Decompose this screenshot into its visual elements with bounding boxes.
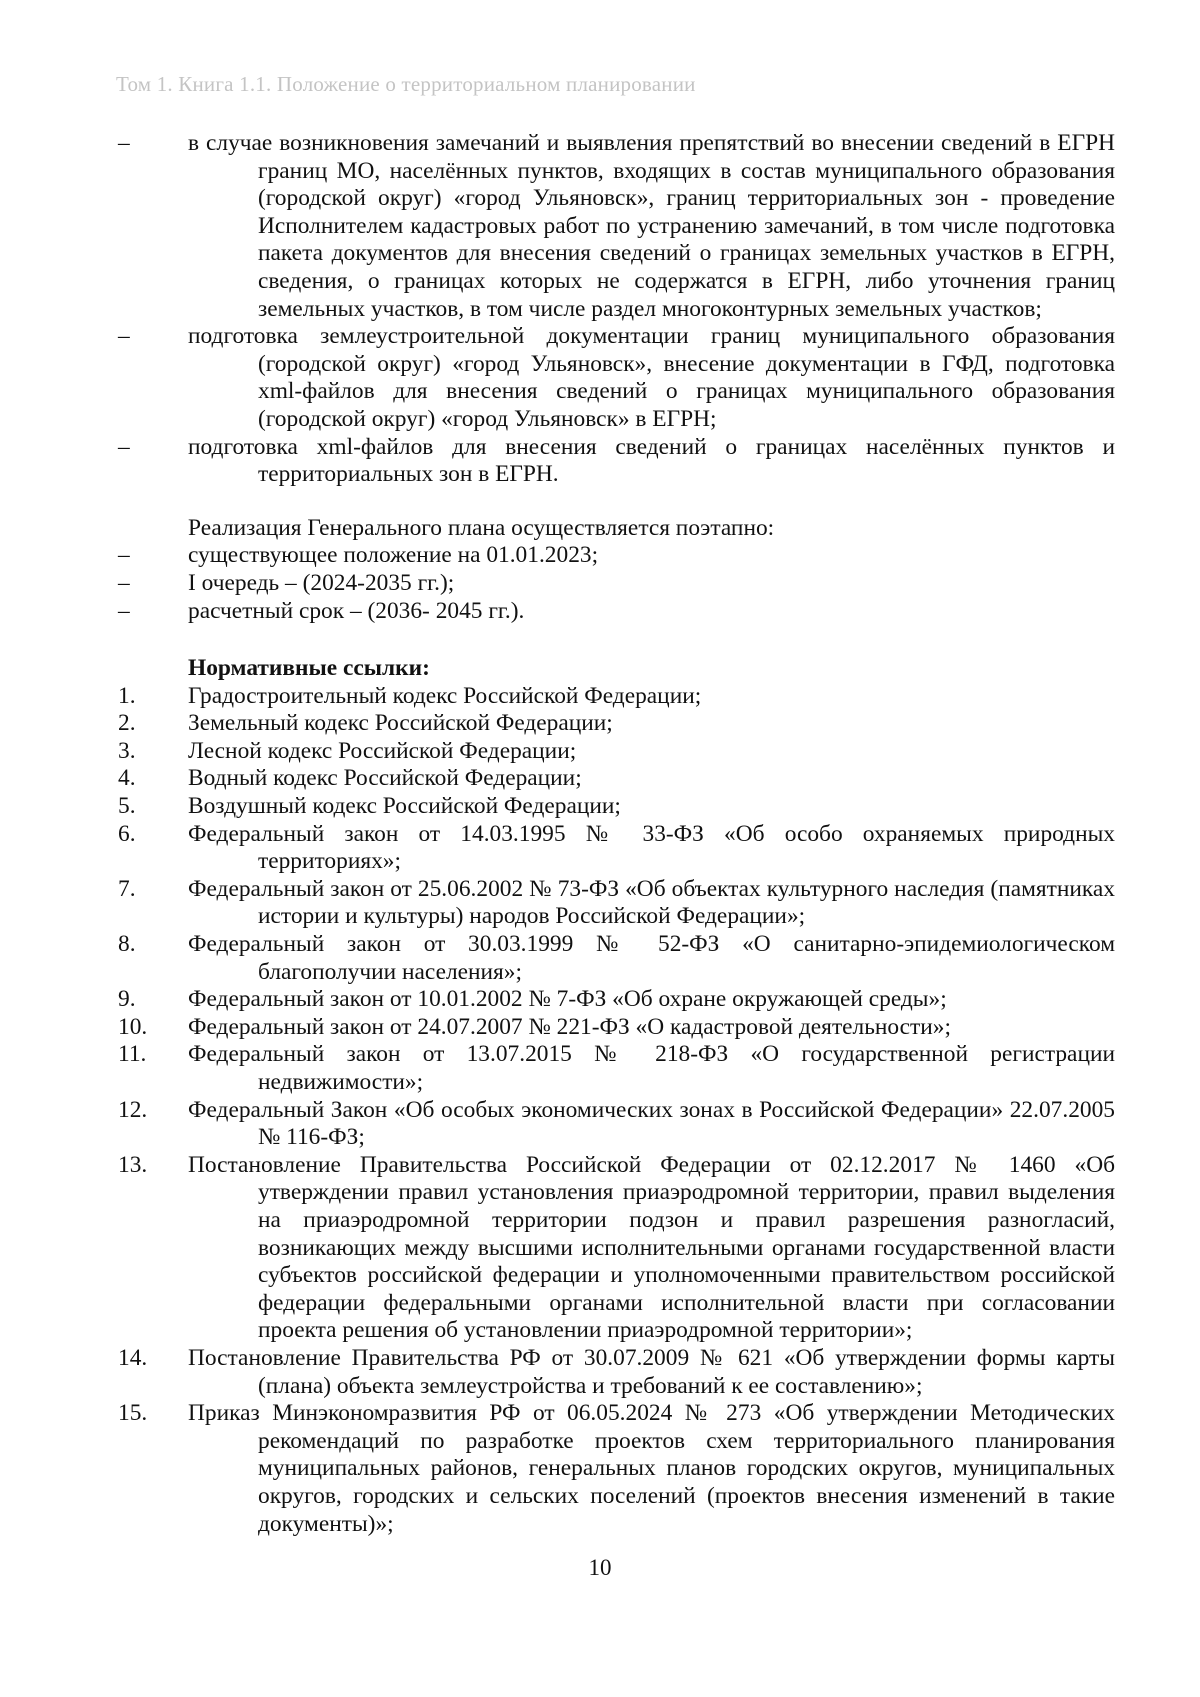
reference-item bbox=[118, 1345, 1115, 1400]
reference-item-marker: 11. bbox=[118, 1041, 147, 1068]
reference-item bbox=[118, 1041, 1115, 1096]
task-item bbox=[118, 434, 1115, 489]
reference-item bbox=[118, 710, 1115, 738]
stage-item-marker: – bbox=[118, 569, 130, 596]
stage-item-text: существующее положение на 01.01.2023; bbox=[188, 542, 599, 569]
reference-item-marker: 13. bbox=[118, 1151, 148, 1178]
reference-item-text: Федеральный закон от 13.07.2015 № 218-ФЗ «О государственной регистрации недвижимости»; bbox=[188, 1041, 1115, 1095]
page-header: Том 1. Книга 1.1. Положение о территориальном планировании bbox=[116, 72, 696, 96]
reference-item bbox=[118, 986, 1115, 1014]
reference-item bbox=[118, 683, 1115, 711]
reference-item-text: Федеральный закон от 30.03.1999 № 52-ФЗ «О санитарно-эпидемиологическом благополучии населения»; bbox=[188, 931, 1115, 985]
reference-item bbox=[118, 793, 1115, 821]
reference-item-marker: 7. bbox=[118, 875, 136, 902]
reference-item-marker: 2. bbox=[118, 710, 136, 737]
reference-item-text: Постановление Правительства РФ от 30.07.2009 № 621 «Об утверждении формы карты (плана) объекта землеустройства и требований к ее составлению»; bbox=[188, 1344, 1115, 1399]
stages-intro: Реализация Генерального плана осуществляется поэтапно: bbox=[188, 514, 775, 541]
task-item-text: в случае возникновения замечаний и выявления препятствий во внесении сведений в ЕГРН границ МО, населённых пунктов, входящих в состав муниципального образования (городской округ) «город Ульяновск», границ территориальных зон - проведение Исполнителем кадастровых работ по устранению замечаний, в том числе подготовка пакета документов для внесения сведений о границах земельных участков в ЕГРН, сведения, о границах которых не содержатся в ЕГРН, либо уточнения границ земельных участков, в том числе раздел многоконтурных земельных участков; bbox=[188, 130, 1115, 322]
reference-item bbox=[118, 876, 1115, 931]
reference-item-marker: 10. bbox=[118, 1013, 148, 1040]
reference-item-marker: 3. bbox=[118, 737, 136, 764]
reference-item bbox=[118, 1097, 1115, 1152]
reference-item-marker: 9. bbox=[118, 986, 136, 1013]
stage-item-text: расчетный срок – (2036- 2045 гг.). bbox=[188, 597, 525, 624]
reference-item-text: Градостроительный кодекс Российской Федерации; bbox=[188, 682, 702, 709]
reference-item-text: Федеральный закон от 14.03.1995 № 33-ФЗ «Об особо охраняемых природных территориях»; bbox=[188, 820, 1115, 875]
reference-item-marker: 8. bbox=[118, 931, 136, 958]
reference-item-marker: 5. bbox=[118, 793, 136, 820]
task-item-text: подготовка землеустроительной документации границ муниципального образования (городской округ) «город Ульяновск», внесение документации в ГФД, подготовка xml-файлов для внесения сведений о границах муниципального образования (городской округ) «город Ульяновск» в ЕГРН; bbox=[188, 323, 1115, 432]
stage-item-text: I очередь – (2024-2035 гг.); bbox=[188, 569, 455, 596]
task-item-marker: – bbox=[118, 433, 130, 460]
reference-item-text: Водный кодекс Российской Федерации; bbox=[188, 765, 582, 792]
reference-item-text: Федеральный Закон «Об особых экономических зонах в Российской Федерации» 22.07.2005 № 116-ФЗ; bbox=[188, 1096, 1115, 1151]
reference-item-text: Воздушный кодекс Российской Федерации; bbox=[188, 793, 621, 820]
reference-item-marker: 12. bbox=[118, 1096, 148, 1123]
reference-item-text: Лесной кодекс Российской Федерации; bbox=[188, 737, 577, 764]
reference-item-marker: 1. bbox=[118, 682, 136, 709]
reference-item-text: Приказ Минэкономразвития РФ от 06.05.2024 № 273 «Об утверждении Методических рекомендаций по разработке проектов схем территориального планирования муниципальных районов, генеральных планов городских округов, муниципальных округов, городских и сельских поселений (проектов внесения изменений в такие документы)»; bbox=[188, 1400, 1115, 1537]
reference-item-text: Федеральный закон от 25.06.2002 № 73-ФЗ «Об объектах культурного наследия (памятниках истории и культуры) народов Российской Федерации»; bbox=[188, 875, 1115, 930]
reference-item-text: Земельный кодекс Российской Федерации; bbox=[188, 710, 613, 737]
reference-item-text: Федеральный закон от 24.07.2007 № 221-ФЗ «О кадастровой деятельности»; bbox=[188, 1013, 951, 1040]
references-heading: Нормативные ссылки: bbox=[188, 655, 430, 682]
reference-item-text: Федеральный закон от 10.01.2002 № 7-ФЗ «Об охране окружающей среды»; bbox=[188, 986, 947, 1013]
reference-item-marker: 14. bbox=[118, 1344, 148, 1371]
reference-item bbox=[118, 738, 1115, 766]
stage-item-marker: – bbox=[118, 542, 130, 569]
references-list bbox=[118, 683, 1115, 1538]
stage-item bbox=[118, 598, 1115, 626]
reference-item-text: Постановление Правительства Российской Федерации от 02.12.2017 № 1460 «Об утверждении правил установления приаэродромной территории, правил выделения на приаэродромной территории подзон и правил разрешения разногласий, возникающих между высшими исполнительными органами государственной власти субъектов российской федерации и уполномоченными правительством российской федерации федеральными органами исполнительной власти при согласовании проекта решения об установлении приаэродромной территории»; bbox=[188, 1151, 1115, 1344]
reference-item bbox=[118, 1014, 1115, 1042]
document-body bbox=[118, 130, 1115, 1538]
stage-item bbox=[118, 542, 1115, 570]
task-item-marker: – bbox=[118, 323, 130, 350]
reference-item bbox=[118, 765, 1115, 793]
reference-item-marker: 4. bbox=[118, 765, 136, 792]
reference-item-marker: 6. bbox=[118, 820, 136, 847]
stage-item-marker: – bbox=[118, 597, 130, 624]
page-number: 10 bbox=[588, 1555, 612, 1580]
stages-list bbox=[118, 542, 1115, 625]
stage-item bbox=[118, 570, 1115, 598]
reference-item-marker: 15. bbox=[118, 1400, 148, 1427]
task-item bbox=[118, 323, 1115, 433]
reference-item bbox=[118, 1400, 1115, 1538]
task-item-text: подготовка xml-файлов для внесения сведений о границах населённых пунктов и территориальных зон в ЕГРН. bbox=[188, 433, 1115, 488]
reference-item bbox=[118, 821, 1115, 876]
reference-item bbox=[118, 1152, 1115, 1345]
task-item-marker: – bbox=[118, 130, 130, 156]
reference-item bbox=[118, 931, 1115, 986]
task-item bbox=[118, 130, 1115, 323]
task-list bbox=[118, 130, 1115, 489]
